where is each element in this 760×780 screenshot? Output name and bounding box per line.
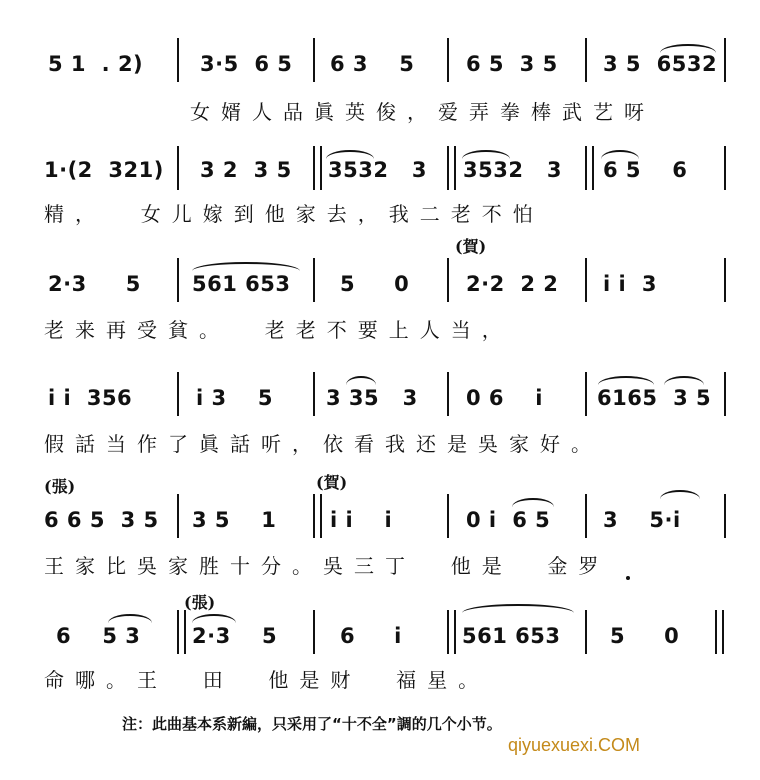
barline: [177, 494, 179, 538]
barline: [177, 258, 179, 302]
measure-notes: i i 356: [48, 386, 133, 410]
measure-notes: 561 653: [462, 624, 561, 648]
barline: [724, 146, 726, 190]
barline: [585, 258, 587, 302]
repeat-barline: [585, 146, 594, 190]
measure-notes: 6 5 3 5: [466, 52, 558, 76]
measure-notes: 6 5 3: [56, 624, 141, 648]
measure-notes: 6 i: [340, 624, 402, 648]
voice-marker: (張): [184, 593, 216, 612]
slur: [601, 150, 639, 159]
slur: [598, 376, 654, 385]
voice-marker: (張): [44, 477, 76, 496]
measure-notes: 3 5 6532: [603, 52, 718, 76]
measure-notes: i i i: [330, 508, 393, 532]
measure-notes: 3532 3: [328, 158, 427, 182]
measure-notes: 561 653: [192, 272, 291, 296]
slur: [660, 490, 700, 499]
slur: [462, 604, 574, 613]
barline: [177, 372, 179, 416]
lyric-line: 精， 女儿嫁到他家去，我二老不怕: [44, 202, 544, 226]
slur: [512, 498, 554, 507]
barline: [313, 372, 315, 416]
measure-notes: 3 2 3 5: [200, 158, 292, 182]
lyric-line: 老来再受貧。 老老不要上人当，: [44, 318, 513, 342]
measure-notes: i i 3: [603, 272, 657, 296]
voice-marker: (賀): [455, 237, 487, 256]
measure-notes: 3532 3: [463, 158, 562, 182]
barline: [447, 494, 449, 538]
measure-notes: 2·2 2 2: [466, 272, 559, 296]
measure-notes: 3·5 6 5: [200, 52, 293, 76]
measure-notes: 0 i 6 5: [466, 508, 551, 532]
repeat-barline: [177, 610, 186, 654]
barline: [313, 610, 315, 654]
barline: [585, 610, 587, 654]
measure-notes: 3 5·i: [603, 508, 681, 532]
slur: [192, 262, 300, 271]
slur: [108, 614, 152, 623]
lyric-line: 王家比吳家胜十分。吳三丁 他是 金罗: [44, 554, 610, 578]
octave-dot: [626, 576, 630, 580]
barline: [585, 38, 587, 82]
watermark: qiyuexuexi.COM: [508, 735, 641, 755]
barline: [447, 38, 449, 82]
measure-notes: 3 35 3: [326, 386, 418, 410]
lyric-line: 命哪。王 田 他是财 福星。: [44, 668, 490, 692]
slur: [664, 376, 704, 385]
measure-notes: 5 1 . 2): [48, 52, 144, 76]
barline: [724, 258, 726, 302]
measure-notes: 2·3 5: [192, 624, 278, 648]
repeat-barline: [447, 610, 456, 654]
measure-notes: 6 6 5 3 5: [44, 508, 159, 532]
repeat-barline: [313, 494, 322, 538]
barline: [313, 258, 315, 302]
barline: [313, 38, 315, 82]
slur: [192, 614, 236, 623]
barline: [585, 494, 587, 538]
barline: [724, 372, 726, 416]
slur: [346, 376, 376, 385]
measure-notes: 6 5 6: [603, 158, 688, 182]
barline: [447, 258, 449, 302]
slur: [660, 44, 716, 53]
voice-marker: (賀): [316, 473, 348, 492]
measure-notes: 5 0: [340, 272, 410, 296]
final-barline: [715, 610, 724, 654]
repeat-barline: [313, 146, 322, 190]
measure-notes: 6 3 5: [330, 52, 415, 76]
slur: [462, 150, 510, 159]
measure-notes: 1·(2 321): [44, 158, 164, 182]
measure-notes: i 3 5: [196, 386, 273, 410]
barline: [724, 494, 726, 538]
slur: [326, 150, 374, 159]
measure-notes: 2·3 5: [48, 272, 141, 296]
lyric-line: 女婿人品眞英俊，爱弄拳棒武艺呀: [190, 100, 655, 124]
footnote: 注：此曲基本系新編，只采用了“十不全”調的几个小节。: [122, 715, 502, 733]
barline: [724, 38, 726, 82]
lyric-line: 假話当作了眞話听，依看我还是吳家好。: [44, 432, 602, 456]
barline: [585, 372, 587, 416]
measure-notes: 3 5 1: [192, 508, 277, 532]
barline: [447, 372, 449, 416]
barline: [177, 38, 179, 82]
measure-notes: 0 6 i: [466, 386, 543, 410]
repeat-barline: [447, 146, 456, 190]
measure-notes: 5 0: [610, 624, 680, 648]
barline: [177, 146, 179, 190]
measure-notes: 6165 3 5: [597, 386, 712, 410]
